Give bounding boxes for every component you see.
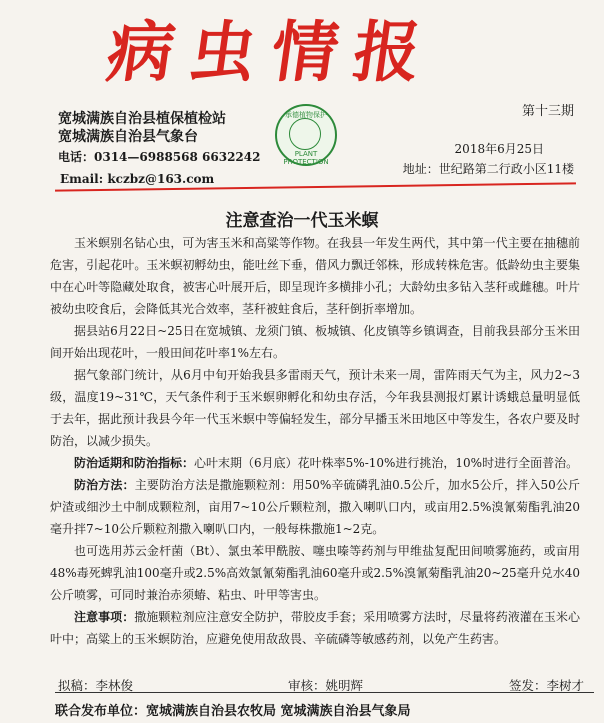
reviewer: 审核：姚明辉 bbox=[288, 678, 364, 693]
method-text: 主要防治方法是撒施颗粒剂：用50%辛硫磷乳油0.5公斤，加水5公斤，拌入50公斤炉渣或细沙土中制成颗粒剂，亩用7~10公斤颗粒剂，撒入喇叭口内，或亩用2.5%溴氰菊酯乳油20毫升拌7~10公斤颗粒剂撒入喇叭口内，一般每株撒施1~2克。 bbox=[50, 478, 580, 536]
paragraph-forecast: 据气象部门统计，从6月中旬开始我县多雷雨天气，预计未来一周，雷阵雨天气为主，风力2~3级，温度19~31℃，天气条件利于玉米螟卵孵化和幼虫存活，今年我县测报灯累计诱蛾总量明显低于去年，据此预计我县今年一代玉米螟中等偏轻发生，部分早播玉米田地区中等发生，各农户要及时防治，以减少损失。 bbox=[50, 368, 580, 448]
org-meteorological: 宽城满族自治县气象台 bbox=[58, 129, 198, 145]
paragraph-control-period bbox=[50, 452, 580, 474]
control-period-text: 心叶末期（6月底）花叶株率5%-10%进行挑治，10%时进行全面普治。 bbox=[194, 456, 579, 470]
method-label: 防治方法： bbox=[74, 478, 135, 492]
notice-label: 注意事项： bbox=[74, 610, 135, 624]
notice-text: 撒施颗粒剂应注意安全防护，带胶皮手套；采用喷雾方法时，尽量将药液灌在玉米心叶中；高粱上的玉米螟防治，应避免使用敌敌畏、辛硫磷等敏感药剂，以免产生药害。 bbox=[50, 610, 580, 646]
paragraph-survey: 据县站6月22日~25日在宽城镇、龙须门镇、板城镇、化皮镇等乡镇调查，目前我县部分玉米田间开始出现花叶，一般田间花叶率1%左右。 bbox=[50, 324, 580, 360]
article-headline: 注意查治一代玉米螟 bbox=[225, 211, 379, 231]
address: 地址：世纪路第二行政小区11楼 bbox=[402, 162, 574, 176]
issue-number: 第十三期 bbox=[521, 104, 574, 119]
paragraph-method-alt: 也可选用苏云金杆菌（Bt）、氯虫苯甲酰胺、噻虫嗪等药剂与甲维盐复配田间喷雾施药，或亩用48%毒死蜱乳油100毫升或2.5%高效氯氰菊酯乳油60毫升或2.5%溴氰菊酯乳油20~25毫升兑水40公斤喷雾，可同时兼治赤须蝽、粘虫、叶甲等害虫。 bbox=[50, 544, 580, 602]
seal-text-top: 承德植物保护 bbox=[285, 111, 327, 119]
phone-numbers: 电话：0314—6988568 6632242 bbox=[58, 150, 261, 164]
org-plant-protection: 宽城满族自治县植保植检站 bbox=[58, 111, 226, 127]
masthead bbox=[0, 0, 604, 110]
control-period-label: 防治适期和防治指标： bbox=[74, 456, 195, 470]
email: Email: kczbz@163.com bbox=[60, 172, 215, 186]
drafter: 拟稿：李林俊 bbox=[58, 678, 134, 693]
article-body bbox=[50, 232, 580, 650]
issuer: 签发：李树才 bbox=[508, 678, 584, 693]
paragraph-method bbox=[50, 474, 580, 540]
joint-publishers: 联合发布单位：宽城满族自治县农牧局 宽城满族自治县气象局 bbox=[55, 704, 411, 719]
plant-protection-seal-icon bbox=[275, 104, 337, 166]
bulletin-title: 病虫情报 bbox=[102, 13, 442, 91]
paragraph-intro: 玉米螟别名钻心虫，可为害玉米和高粱等作物。在我县一年发生两代，其中第一代主要在抽穗前危害，引起花叶。玉米螟初孵幼虫，能吐丝下垂，借风力飘迁邻株，形成转株危害。低龄幼虫主要集中在心叶等隐藏处取食，被害心叶展开后，即呈现许多横排小孔；大龄幼虫多钻入茎秆或雌穗。叶片被幼虫咬食后，会降低其光合效率，茎秆被蛀食后，茎秆倒折率增加。 bbox=[50, 236, 580, 316]
footer-divider bbox=[55, 692, 594, 693]
issue-date: 2018年6月25日 bbox=[454, 142, 544, 156]
paragraph-notice bbox=[50, 606, 580, 650]
seal-text-bottom: PLANT PROTECTION bbox=[283, 150, 329, 166]
